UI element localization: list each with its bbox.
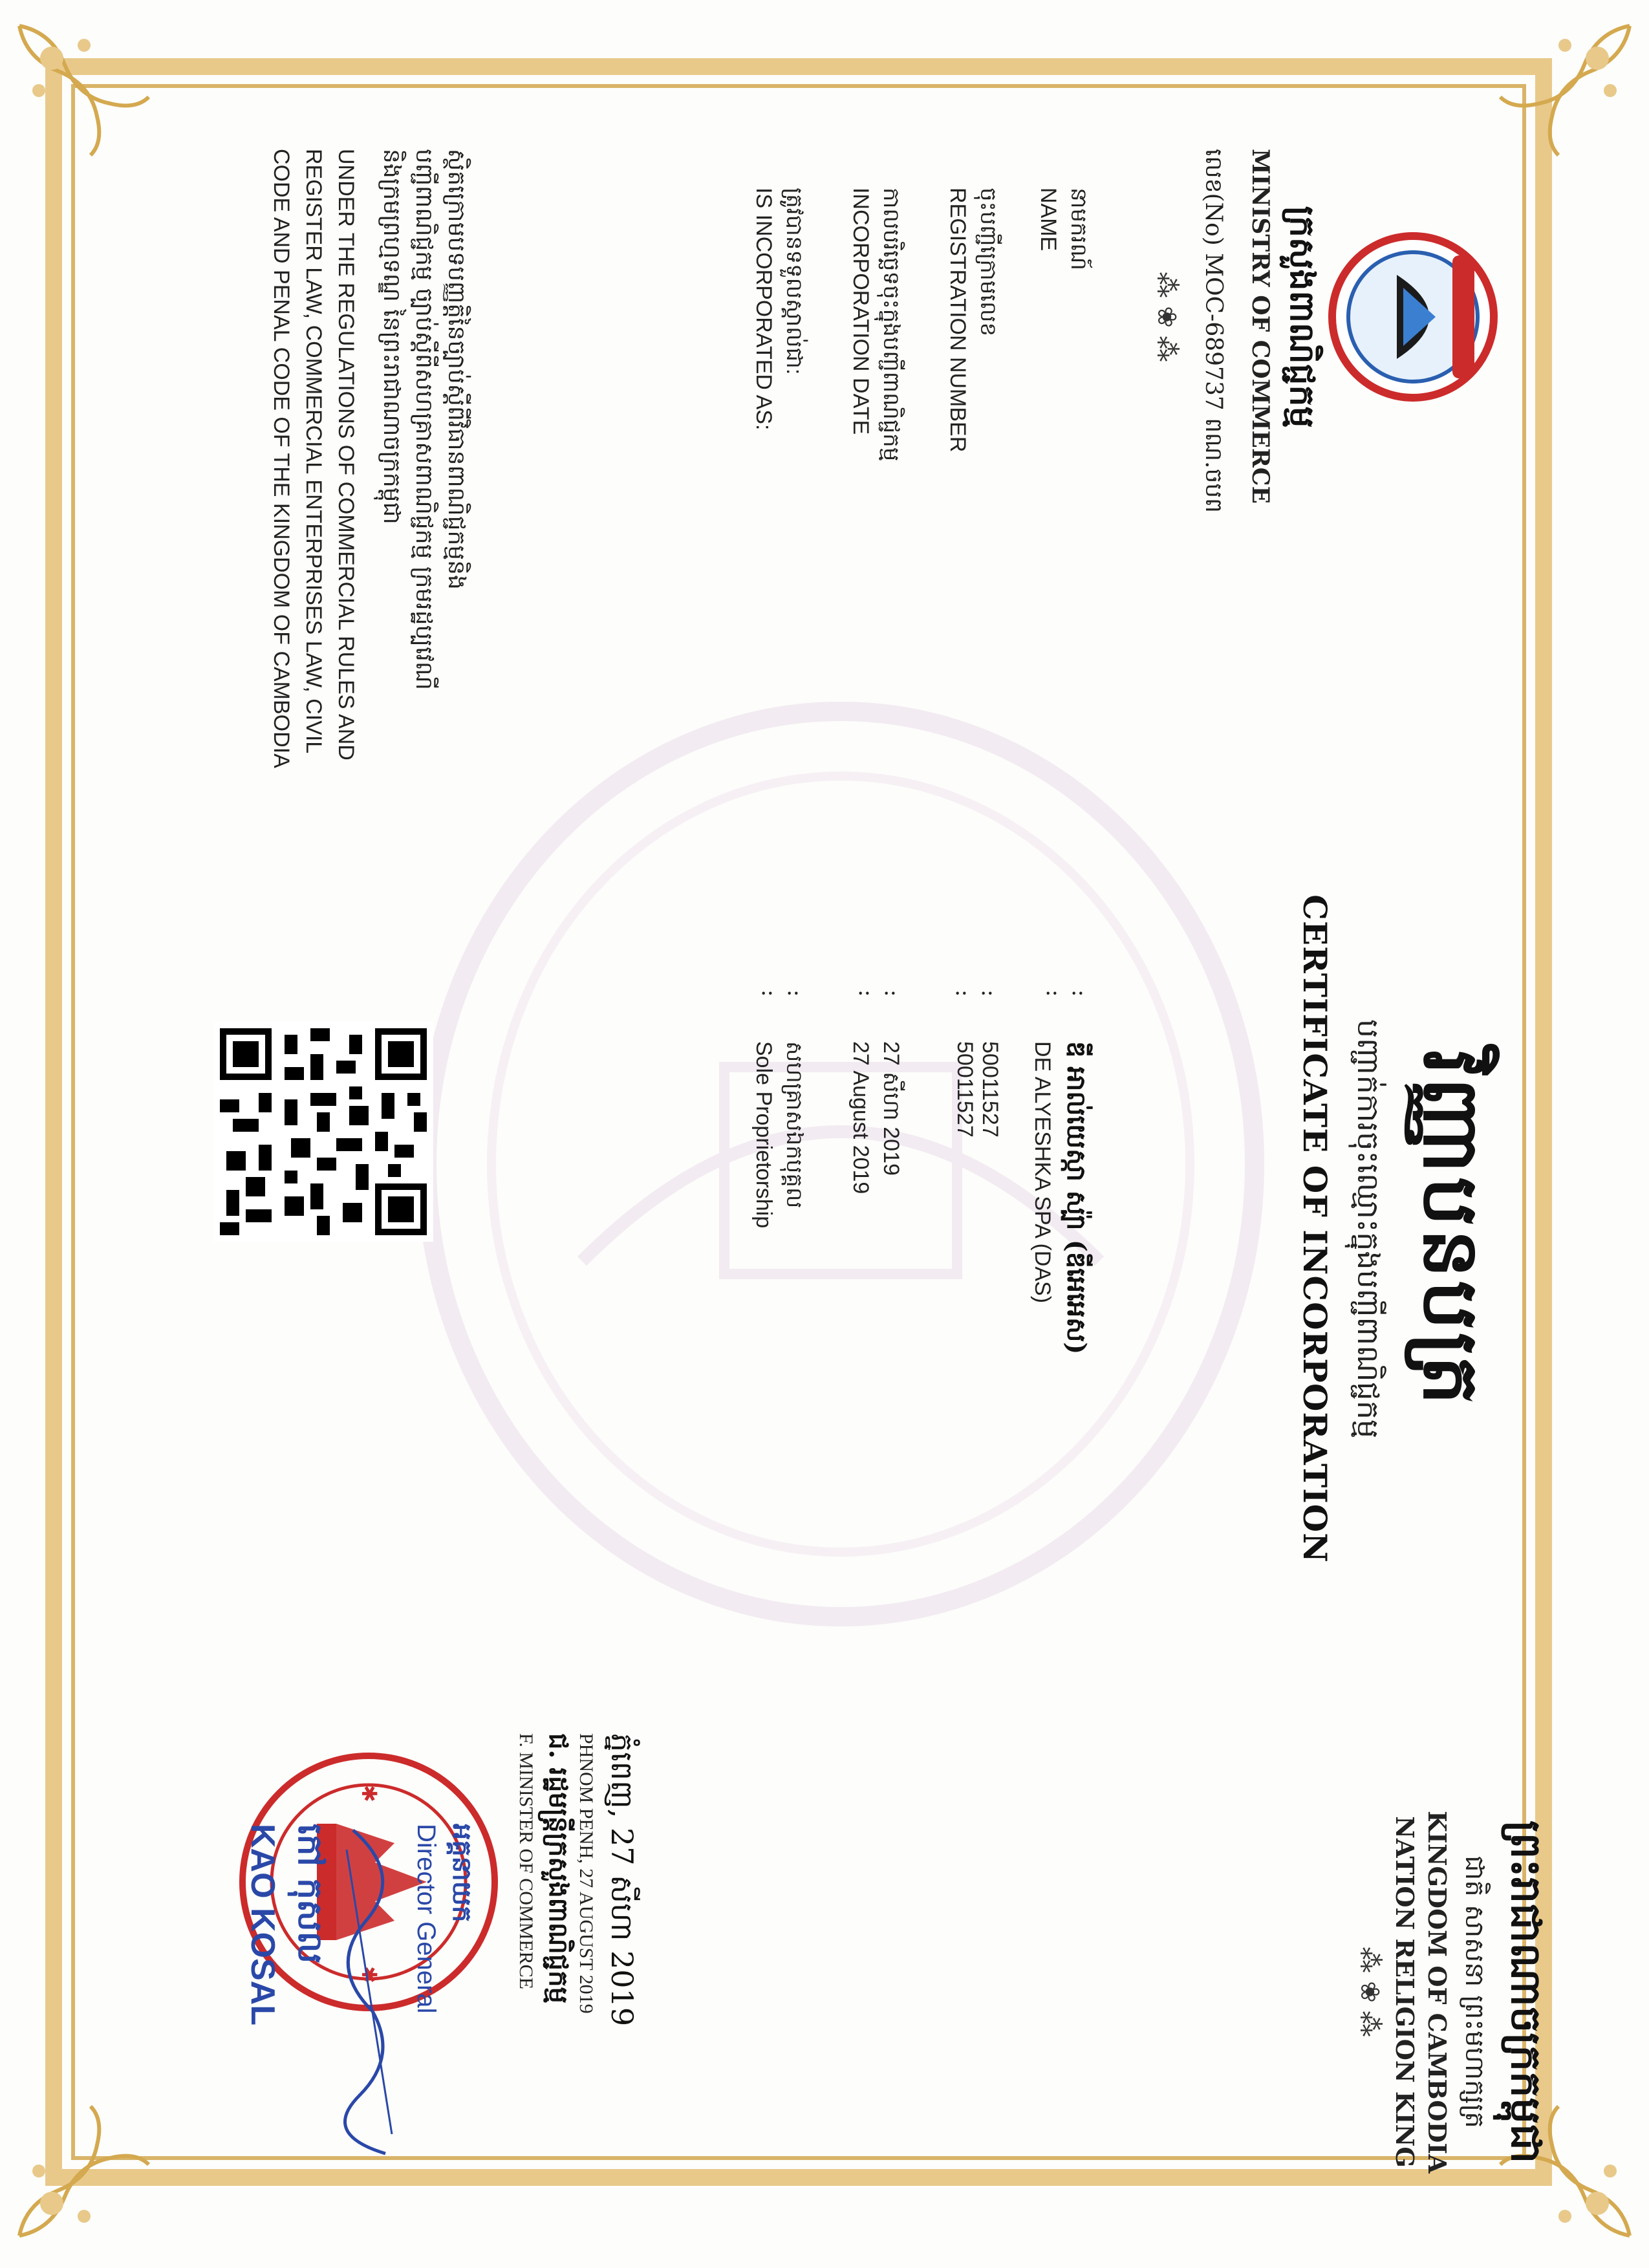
field-label-name: នាមករណ៍ NAME xyxy=(1036,188,1091,270)
svg-text:✱: ✱ xyxy=(357,1785,382,1802)
field-value-type: សហគ្រាសឯកបុគ្គល Sole Proprietorship xyxy=(751,1041,806,1229)
issue-date-en: PHNOM PENH, 27 AUGUST 2019 xyxy=(576,1733,597,2014)
kingdom-header xyxy=(1355,1811,1552,2173)
colon: : : xyxy=(854,989,905,997)
reference-number: លេខ(No) MOC-689737 ពណ.ចបព xyxy=(1200,149,1227,513)
ministry-logo-icon xyxy=(1326,230,1500,404)
title-en: CERTIFICATE OF INCORPORATION xyxy=(1296,894,1334,1563)
motto-en: NATION RELIGION KING xyxy=(1390,1816,1419,2168)
legal-footer: ស្ថិតក្រោមបទបញ្ញត្តិនៃច្បាប់ស្តីពីវិធានពាណិជ្ជកម្មនិង បញ្ជីពាណិជ្ជកម្ម ច្បាប់ស្តីពីសហគ្រាសពាណិជ្ជកម្ម ក្រមរដ្ឋប្បវេណី និងក្រមព្រហ្មទណ្ឌ នៃព្រះរាជាណាចក្រកម្ពុជា UNDER THE REGULATIONS OF COMMERCIAL RULES AND REGISTER LAW, COMMERCIAL ENTERPRISES LAW, CIVIL CODE AND PENAL CODE OF THE KINGDOM OF CAMBODIA xyxy=(269,149,469,768)
title-kh: វិញ្ញាបនបត្រ xyxy=(1406,1050,1497,1408)
ministry-name-kh: ក្រសួងពាណិជ្ជកម្ម xyxy=(1282,206,1322,428)
field-label-type: ត្រូវបានទទួលស្គាល់ជា: IS INCORPORATED AS: xyxy=(751,188,806,431)
field-labels xyxy=(711,188,1093,640)
kingdom-name-en: KINGDOM OF CAMBODIA xyxy=(1423,1811,1452,2174)
ornament-divider-icon: ⁂ ❀ ⁂ xyxy=(1152,272,1181,362)
colon: : : xyxy=(1041,989,1093,997)
handwritten-signature xyxy=(334,1824,411,2160)
ornament-divider-icon: ⁂ ❀ ⁂ xyxy=(1355,1947,1385,2037)
certificate-title xyxy=(1296,841,1500,1617)
ministry-block xyxy=(1152,149,1500,513)
signer-name-en: KAO KOSAL xyxy=(244,1824,281,2025)
colon: : : xyxy=(757,989,808,997)
minister-en: F. MINISTER OF COMMERCE xyxy=(515,1733,537,1989)
qr-code xyxy=(213,1022,433,1242)
field-value-registration: 50011527 50011527 xyxy=(953,1041,1002,1138)
colon: : : xyxy=(951,989,1002,997)
field-colons xyxy=(711,989,1093,1015)
ministry-name-en: MINISTRY OF COMMERCE xyxy=(1247,149,1274,504)
minister-kh: ជ. រដ្ឋមន្ត្រីក្រសួងពាណិជ្ជកម្ម xyxy=(543,1733,574,2003)
svg-text:✱: ✱ xyxy=(357,1966,382,1983)
field-value-date: 27 សីហា 2019 27 August 2019 xyxy=(848,1041,903,1194)
signer-block xyxy=(243,1824,479,2212)
field-values xyxy=(711,1041,1093,1623)
signer-title-kh: អគ្គនាយក xyxy=(447,1824,477,1923)
field-label-registration: ចុះបញ្ជីក្រោមលេខ REGISTRATION NUMBER xyxy=(945,188,1000,453)
kingdom-name-kh: ព្រះរាជាណាចក្រកម្ពុជា xyxy=(1502,1820,1550,2164)
signature-block xyxy=(515,1733,640,2225)
field-label-date: កាលបរិច្ឆេទចុះក្នុងបញ្ជីពាណិជ្ជកម្ម INCORPORATION DATE xyxy=(848,188,903,462)
signer-title-en: Director General xyxy=(412,1824,440,2014)
issue-date-kh: ភ្នំពេញ, 27 សីហា 2019 xyxy=(605,1733,640,2027)
signer-name-kh: កៅ កុសល xyxy=(290,1824,330,1964)
motto-kh: ជាតិ សាសនា ព្រះមហាក្សត្រ xyxy=(1460,1855,1489,2128)
field-value-name: ឌី អាល់យេស្កា ស្ប៉ា (ឌីអេអេស) DE ALYESHKA SPA (DAS) xyxy=(1030,1041,1092,1355)
subtitle-kh: បញ្ជាក់ការចុះឈ្មោះក្នុងបញ្ជីពាណិជ្ជកម្ម xyxy=(1351,1019,1386,1439)
